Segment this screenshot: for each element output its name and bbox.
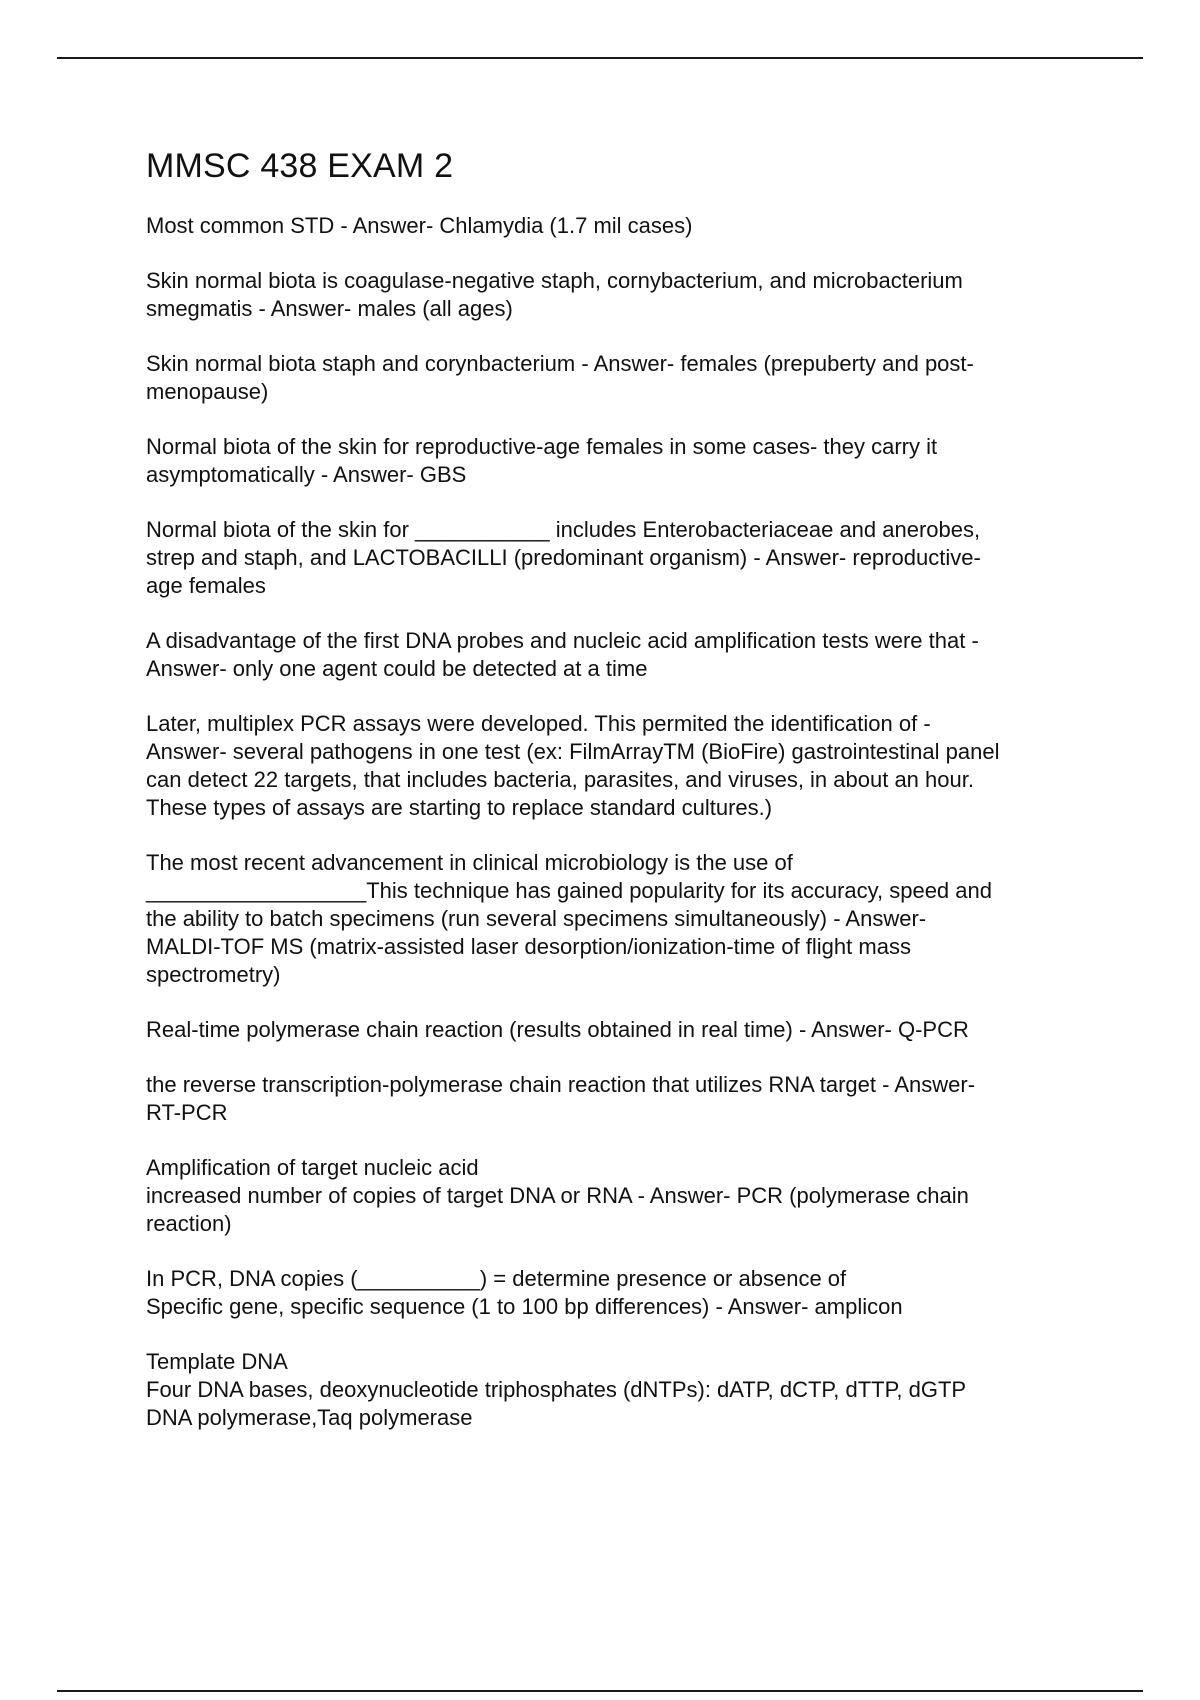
qa-entry-line: A disadvantage of the first DNA probes and nucleic acid amplification tests were that - — [146, 628, 979, 653]
qa-entry — [146, 849, 1096, 989]
qa-entry-line: age females — [146, 573, 266, 598]
qa-entry-line: DNA polymerase,Taq polymerase — [146, 1405, 473, 1430]
qa-entry-line: Answer- several pathogens in one test (ex: FilmArrayTM (BioFire) gastrointestinal panel — [146, 739, 1000, 764]
qa-entry — [146, 1154, 1096, 1238]
qa-entry-line: Amplification of target nucleic acid — [146, 1155, 479, 1180]
qa-entry-line: the reverse transcription-polymerase chain reaction that utilizes RNA target - Answer- — [146, 1072, 976, 1097]
qa-entry-line: Normal biota of the skin for ___________ includes Enterobacteriaceae and anerobes, — [146, 517, 981, 542]
qa-entry-line: Normal biota of the skin for reproductive-age females in some cases- they carry it — [146, 434, 938, 459]
qa-entry-line: In PCR, DNA copies (__________) = determine presence or absence of — [146, 1266, 847, 1291]
qa-entry-line: Specific gene, specific sequence (1 to 100 bp differences) - Answer- amplicon — [146, 1294, 903, 1319]
qa-entry — [146, 433, 1096, 489]
qa-entry-line: menopause) — [146, 379, 269, 404]
qa-entry-line: Most common STD - Answer- Chlamydia (1.7 mil cases) — [146, 213, 693, 238]
qa-entry-line: increased number of copies of target DNA or RNA - Answer- PCR (polymerase chain — [146, 1183, 969, 1208]
qa-entry-line: Real-time polymerase chain reaction (results obtained in real time) - Answer- Q-PCR — [146, 1017, 969, 1042]
qa-entry — [146, 267, 1096, 323]
qa-entry-line: Answer- only one agent could be detected at a time — [146, 656, 648, 681]
qa-entry — [146, 1265, 1096, 1321]
qa-entry — [146, 516, 1096, 600]
qa-entry-line: can detect 22 targets, that includes bacteria, parasites, and viruses, in about an hour. — [146, 767, 974, 792]
qa-entry-line: Skin normal biota staph and corynbacterium - Answer- females (prepuberty and post- — [146, 351, 974, 376]
page-content — [146, 144, 1096, 1459]
qa-entry-line: Four DNA bases, deoxynucleotide triphosphates (dNTPs): dATP, dCTP, dTTP, dGTP — [146, 1377, 967, 1402]
qa-entry-line: __________________This technique has gained popularity for its accuracy, speed and — [146, 878, 992, 903]
qa-entry-line: MALDI-TOF MS (matrix-assisted laser desorption/ionization-time of flight mass — [146, 934, 911, 959]
qa-entry — [146, 350, 1096, 406]
qa-entry-line: Later, multiplex PCR assays were developed. This permited the identification of - — [146, 711, 931, 736]
entry-list — [146, 212, 1096, 1432]
qa-entry-line: RT-PCR — [146, 1100, 228, 1125]
qa-entry-line: smegmatis - Answer- males (all ages) — [146, 296, 513, 321]
footer-rule — [57, 1690, 1143, 1692]
qa-entry-line: These types of assays are starting to replace standard cultures.) — [146, 795, 773, 820]
header-rule — [57, 57, 1143, 59]
qa-entry — [146, 1348, 1096, 1432]
qa-entry-line: The most recent advancement in clinical microbiology is the use of — [146, 850, 793, 875]
document-title: MMSC 438 EXAM 2 — [146, 147, 454, 185]
qa-entry-line: strep and staph, and LACTOBACILLI (predominant organism) - Answer- reproductive- — [146, 545, 981, 570]
qa-entry — [146, 627, 1096, 683]
qa-entry — [146, 1016, 1096, 1044]
qa-entry-line: Skin normal biota is coagulase-negative staph, cornybacterium, and microbacterium — [146, 268, 963, 293]
qa-entry-line: spectrometry) — [146, 962, 281, 987]
qa-entry-line: reaction) — [146, 1211, 232, 1236]
qa-entry-line: the ability to batch specimens (run several specimens simultaneously) - Answer- — [146, 906, 927, 931]
qa-entry-line: Template DNA — [146, 1349, 288, 1374]
qa-entry-line: asymptomatically - Answer- GBS — [146, 462, 467, 487]
qa-entry — [146, 710, 1096, 822]
qa-entry — [146, 1071, 1096, 1127]
qa-entry — [146, 212, 1096, 240]
